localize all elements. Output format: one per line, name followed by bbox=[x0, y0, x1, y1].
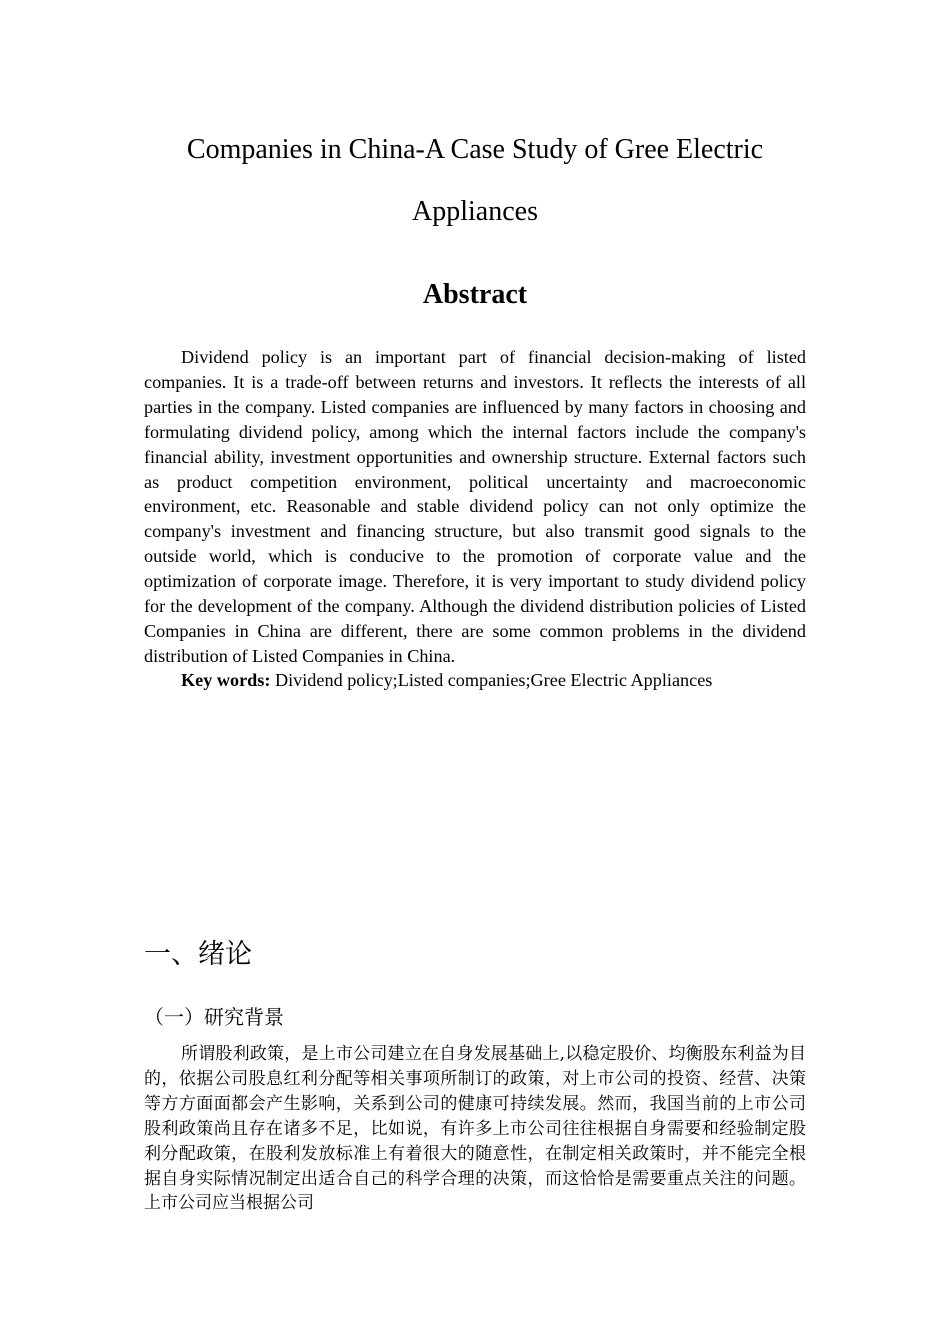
section-heading-introduction: 一、绪论 bbox=[144, 939, 252, 970]
keywords-text: Dividend policy;Listed companies;Gree Electric Appliances bbox=[274, 670, 713, 690]
subsection-heading-background: （一）研究背景 bbox=[144, 1005, 284, 1029]
abstract-heading: Abstract bbox=[422, 279, 528, 310]
background-paragraph: 所谓股利政策，是上市公司建立在自身发展基础上,以稳定股价、均衡股东利益为目的，依据公司股息红利分配等相关事项所制订的政策，对上市公司的投资、经营、决策等方方面面都会产生影响，关系到公司的健康可持续发展。然而，我国当前的上市公司股利政策尚且存在诸多不足，比如说，有许多上市公司往往根据自身需要和经验制定股利分配政策，在股利发放标准上有着很大的随意性，在制定相关政策时，并不能完全根据自身实际情况制定出适合自己的科学合理的决策，而这恰恰是需要重点关注的问题。上市公司应当根据公司 bbox=[144, 1044, 806, 1214]
paper-title-line-1: Companies in China-A Case Study of Gree Electric bbox=[186, 134, 764, 165]
paper-title-line-2: Appliances bbox=[412, 196, 538, 227]
keywords-label: Key words: bbox=[181, 670, 271, 690]
keywords-line bbox=[144, 668, 806, 693]
abstract-body: Dividend policy is an important part of financial decision-making of listed companies. It is a trade-off between returns and investors. It reflects the interests of all parties in the company. Listed companies are influenced by many factors in choosing and formulating dividend policy, among which the internal factors include the company's financial ability, investment opportunities and ownership structure. External factors such as product competition environment, political uncertainty and macroeconomic environment, etc. Reasonable and stable dividend policy can not only optimize the company's investment and financing structure, but also transmit good signals to the outside world, which is conducive to the promotion of corporate value and the optimization of corporate image. Therefore, it is very important to study dividend policy for the development of the company. Although the dividend distribution policies of Listed Companies in China are different, there are some common problems in the dividend distribution of Listed Companies in China. bbox=[144, 347, 806, 666]
